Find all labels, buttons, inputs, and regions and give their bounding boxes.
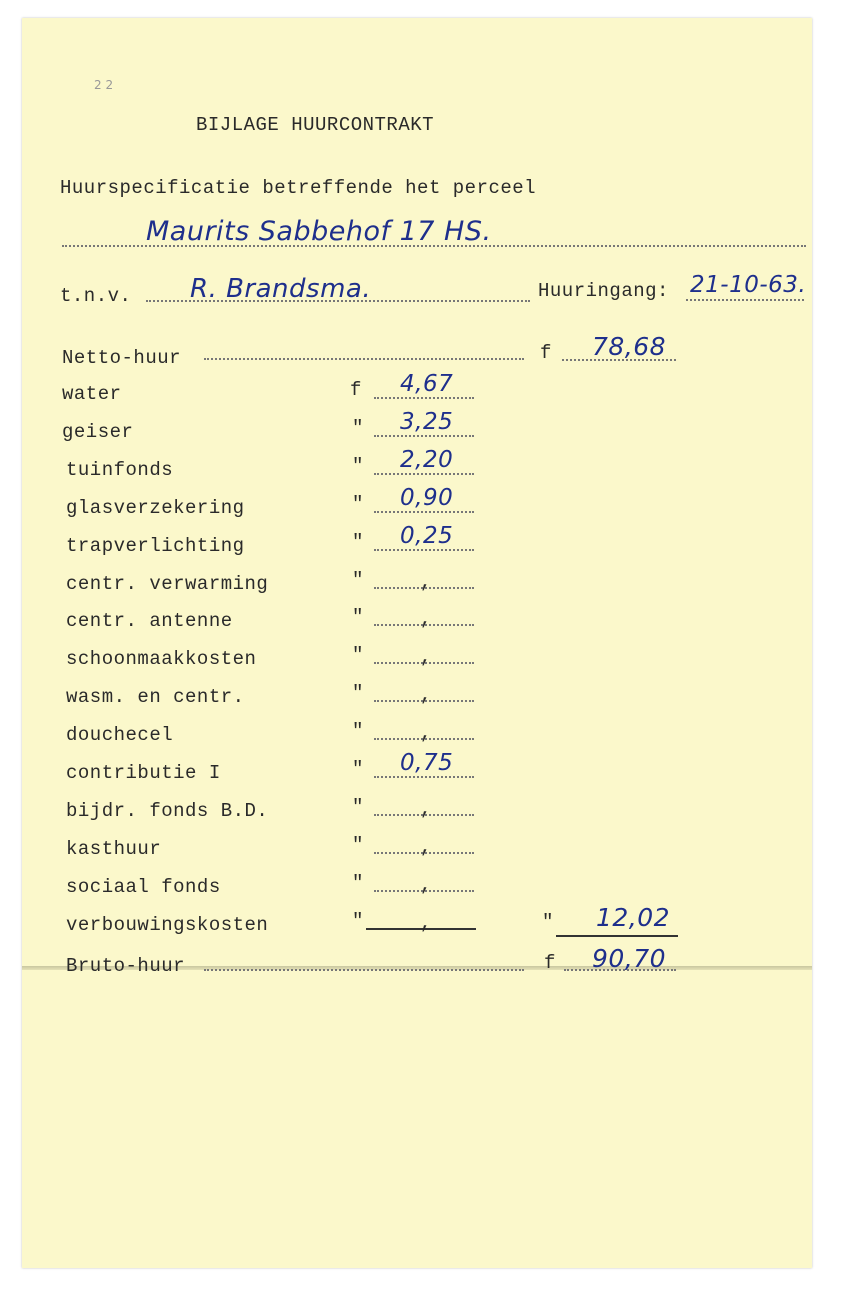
tenant-name: R. Brandsma. <box>190 274 372 304</box>
netto-dotted-line <box>204 358 524 360</box>
item-label: water <box>62 383 122 405</box>
item-amount: , <box>420 571 432 593</box>
item-amount-dotted-line <box>374 549 474 551</box>
item-amount: , <box>420 874 432 896</box>
bruto-dotted-line <box>204 969 524 971</box>
item-mark: " <box>352 834 364 856</box>
item-mark: " <box>352 796 364 818</box>
huuringang-dotted-line <box>686 299 804 301</box>
item-amount: , <box>420 646 432 668</box>
item-label: tuinfonds <box>66 459 174 481</box>
item-amount: , <box>420 912 432 934</box>
bruto-label: Bruto-huur <box>66 955 186 977</box>
item-label: kasthuur <box>66 838 162 860</box>
item-mark: " <box>352 417 364 439</box>
item-label: trapverlichting <box>66 535 245 557</box>
tenant-label: t.n.v. <box>60 285 132 307</box>
subtotal-mark: " <box>542 911 554 933</box>
item-amount: 3,25 <box>400 409 454 435</box>
item-amount: , <box>420 608 432 630</box>
document-title: BIJLAGE HUURCONTRAKT <box>196 114 435 136</box>
item-mark: " <box>352 644 364 666</box>
item-amount-dotted-line <box>374 511 474 513</box>
document-page <box>22 18 812 1268</box>
item-label: douchecel <box>66 724 174 746</box>
item-mark: " <box>352 569 364 591</box>
item-mark: " <box>352 910 364 932</box>
item-mark: " <box>352 531 364 553</box>
item-mark: " <box>352 606 364 628</box>
item-mark: " <box>352 493 364 515</box>
item-label: wasm. en centr. <box>66 686 245 708</box>
item-label: sociaal fonds <box>66 876 221 898</box>
netto-amount: 78,68 <box>592 332 667 361</box>
perceel-dotted-line <box>62 245 806 247</box>
item-amount: 4,67 <box>400 371 454 397</box>
subtotal-underline <box>556 935 678 937</box>
netto-amount-dotted-line <box>562 359 676 361</box>
netto-currency: f <box>540 342 552 364</box>
item-amount: 0,75 <box>400 750 454 776</box>
item-amount: , <box>420 836 432 858</box>
item-label: centr. verwarming <box>66 573 269 595</box>
item-label: glasverzekering <box>66 497 245 519</box>
tenant-dotted-line <box>146 300 530 302</box>
bruto-currency: f <box>544 952 556 974</box>
huuringang-label: Huuringang: <box>538 280 669 302</box>
item-label: contributie I <box>66 762 221 784</box>
huuringang-date: 21-10-63. <box>690 272 807 298</box>
item-label: geiser <box>62 421 134 443</box>
item-mark: f <box>350 379 362 401</box>
item-amount: , <box>420 684 432 706</box>
bruto-amount-dotted-line <box>564 969 676 971</box>
item-amount-dotted-line <box>374 473 474 475</box>
item-mark: " <box>352 720 364 742</box>
item-amount-dotted-line <box>374 435 474 437</box>
item-label: bijdr. fonds B.D. <box>66 800 269 822</box>
item-label: centr. antenne <box>66 610 233 632</box>
item-amount: 0,25 <box>400 523 454 549</box>
item-label: schoonmaakkosten <box>66 648 257 670</box>
item-mark: " <box>352 682 364 704</box>
perceel-value: Maurits Sabbehof 17 HS. <box>146 216 492 247</box>
item-amount: , <box>420 722 432 744</box>
item-amount: 2,20 <box>400 447 454 473</box>
netto-label: Netto-huur <box>62 347 182 369</box>
item-mark: " <box>352 872 364 894</box>
pencil-scribble: 2 2 <box>94 78 114 92</box>
item-mark: " <box>352 758 364 780</box>
item-amount: , <box>420 798 432 820</box>
item-amount-dotted-line <box>374 776 474 778</box>
bruto-amount: 90,70 <box>592 944 667 973</box>
item-mark: " <box>352 455 364 477</box>
item-label: verbouwingskosten <box>66 914 269 936</box>
item-amount: 0,90 <box>400 485 454 511</box>
item-amount-dotted-line <box>374 397 474 399</box>
subtotal-amount: 12,02 <box>596 903 671 932</box>
document-subtitle: Huurspecificatie betreffende het perceel <box>60 177 537 199</box>
